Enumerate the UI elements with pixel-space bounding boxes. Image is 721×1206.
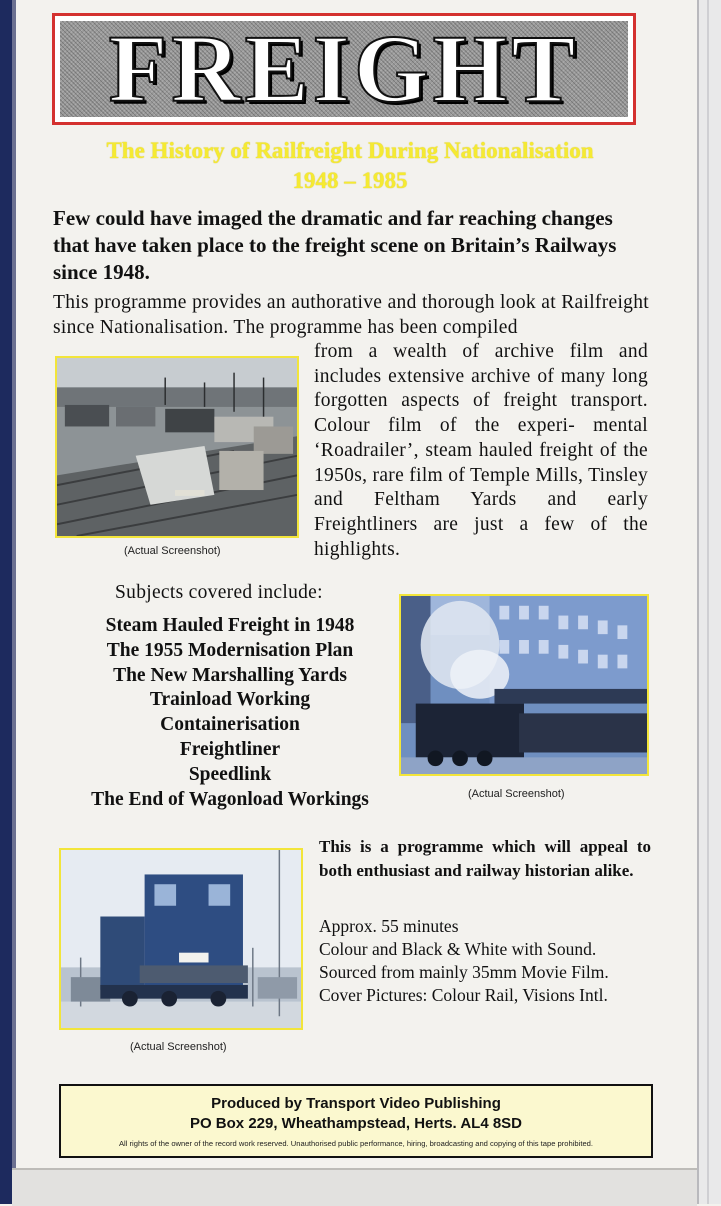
case-spine xyxy=(0,0,12,1204)
programme-details xyxy=(319,915,659,1007)
screenshot-photo-steam xyxy=(399,594,649,776)
publisher-name: Produced by Transport Video Publishing xyxy=(211,1095,501,1112)
publisher-address: PO Box 229, Wheathampstead, Herts. AL4 8SD xyxy=(189,1115,523,1132)
lead-paragraph: Few could have imaged the dramatic and far reaching changes that have taken place to the freight scene on Britain’s Railways since 1948. xyxy=(53,206,617,284)
subtitle-line2: 1948 – 1985 xyxy=(292,168,408,193)
caption-photo-yard: (Actual Screenshot) xyxy=(124,545,221,557)
subject-item: The 1955 Modernisation Plan xyxy=(106,639,354,661)
screenshot-photo-diesel xyxy=(59,848,303,1030)
subject-item: Trainload Working xyxy=(149,689,311,711)
detail-duration: Approx. 55 minutes xyxy=(319,916,459,936)
subjects-heading: Subjects covered include: xyxy=(115,582,323,603)
case-bottom-edge xyxy=(12,1168,697,1206)
detail-format: Colour and Black & White with Sound. xyxy=(319,939,597,959)
body-paragraph-top: This programme provides an authorative and thorough look at Railfreight since Nationalisation. The programme has been compiled xyxy=(53,292,649,338)
caption-photo-steam: (Actual Screenshot) xyxy=(468,788,565,800)
subtitle-line1: The History of Railfreight During Nationalisation xyxy=(106,138,594,163)
detail-cover-credits: Cover Pictures: Colour Rail, Visions Intl. xyxy=(319,985,608,1005)
steam-photo-image xyxy=(401,596,647,774)
yard-photo-image xyxy=(57,358,297,536)
body-paragraph-wrap: from a wealth of archive film and includes extensive archive of many long forgotten aspects of freight transport. Colour film of the experi- mental ‘Roadrailer’, steam hauled freight of the 1950s, rare film of Temple Mills, Tinsley and Feltham Yards and early Freightliners are just a few of the highlights. xyxy=(314,341,648,560)
title: FREIGHT xyxy=(108,15,580,122)
subject-item: Speedlink xyxy=(188,763,272,785)
caption-photo-diesel: (Actual Screenshot) xyxy=(130,1041,227,1053)
subject-item: Freightliner xyxy=(179,738,281,760)
subjects-list xyxy=(60,614,400,812)
subject-item: The New Marshalling Yards xyxy=(113,664,347,686)
copyright-notice: All rights of the owner of the record work reserved. Unauthorised public performance, hiring, broadcasting and copying of this tape prohibited. xyxy=(118,1139,594,1148)
diesel-photo-image xyxy=(61,850,301,1028)
case-right-edge xyxy=(697,0,721,1204)
screenshot-photo-yard xyxy=(55,356,299,538)
subject-item: The End of Wagonload Workings xyxy=(91,788,369,810)
subject-item: Containerisation xyxy=(160,714,300,736)
subject-item: Steam Hauled Freight in 1948 xyxy=(105,615,355,636)
detail-source: Sourced from mainly 35mm Movie Film. xyxy=(319,962,609,982)
appeal-paragraph: This is a programme which will appeal to both enthusiast and railway historian alike. xyxy=(319,837,651,880)
title-banner xyxy=(52,13,636,125)
title-background xyxy=(60,15,628,122)
publisher-box xyxy=(59,1084,653,1158)
